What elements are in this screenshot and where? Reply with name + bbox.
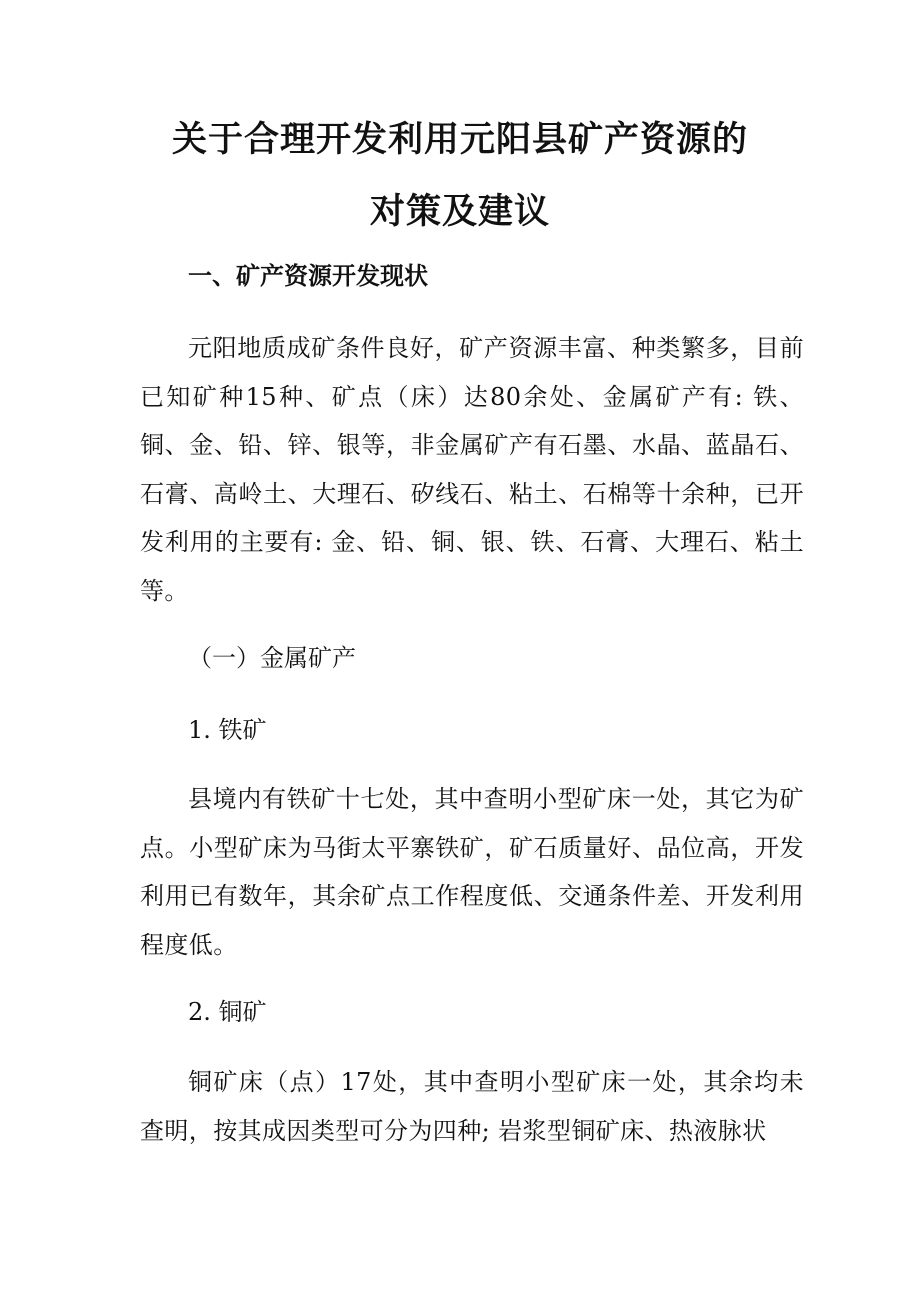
section-heading-development-status: 一、矿产资源开发现状: [188, 262, 428, 290]
iron-ore-paragraph: 县境内有铁矿十七处，其中查明小型矿床一处，其它为矿点。小型矿床为马街太平寨铁矿，矿石质量好、品位高，开发利用已有数年，其余矿点工作程度低、交通条件差、开发利用程度低。: [140, 785, 804, 959]
document-title-line-1: 关于合理开发利用元阳县矿产资源的: [171, 120, 748, 160]
subsection-heading-metal-minerals: （一）金属矿产: [188, 644, 356, 672]
intro-paragraph: 元阳地质成矿条件良好，矿产资源丰富、种类繁多，目前已知矿种15种、矿点（床）达80余处、金属矿产有: 铁、铜、金、铅、锌、银等，非金属矿产有石墨、水晶、蓝晶石、石膏、高岭土、大理石、矽线石、粘土、石棉等十余种，已开发利用的主要有: 金、铅、铜、银、铁、石膏、大理石、粘土等。: [140, 334, 804, 605]
document-title-line-2: 对策及建议: [369, 192, 550, 232]
copper-ore-paragraph: 铜矿床（点）17处，其中查明小型矿床一处，其余均未查明，按其成因类型可分为四种; 岩浆型铜矿床、热液脉状: [140, 1068, 804, 1145]
item-heading-iron-ore: 1. 铁矿: [188, 716, 267, 744]
item-heading-copper-ore: 2. 铜矿: [188, 998, 267, 1026]
